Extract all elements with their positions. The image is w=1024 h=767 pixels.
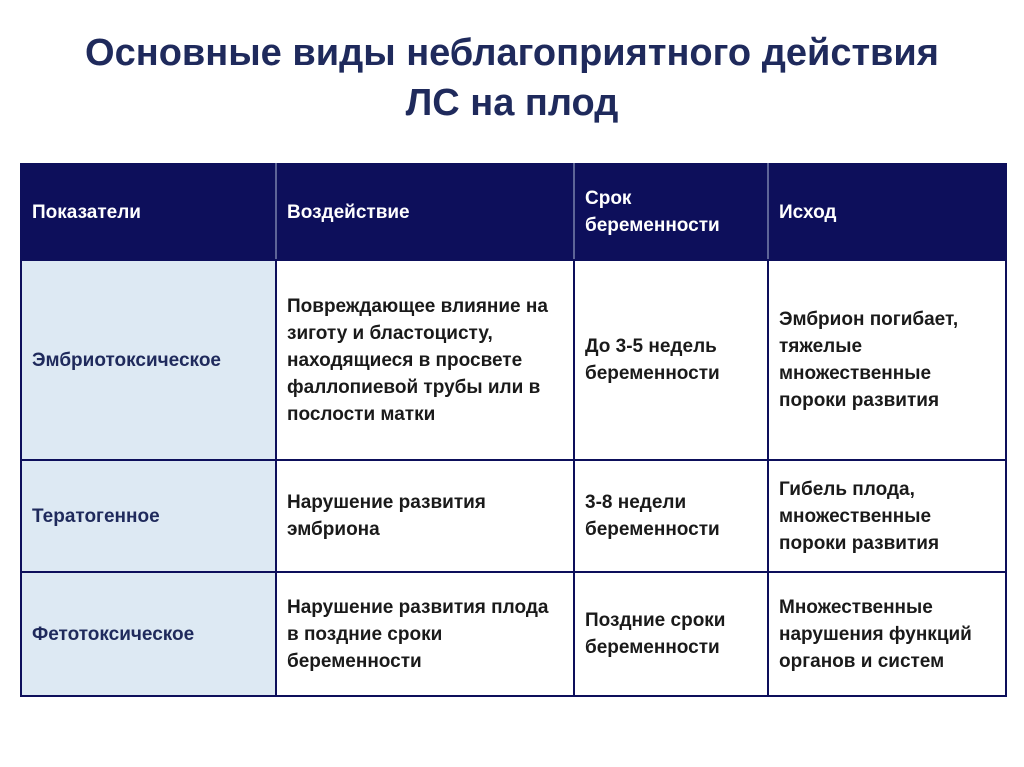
- row-outcome: Гибель плода, множественные пороки развития: [768, 460, 1006, 572]
- page-title-line-1: Основные виды неблагоприятного действия: [85, 32, 939, 74]
- row-term: 3-8 недели беременности: [574, 460, 768, 572]
- table-header-row: [21, 164, 1006, 260]
- table-row: [21, 572, 1006, 696]
- row-term: Поздние сроки беременности: [574, 572, 768, 696]
- page-title-line-2: ЛС на плод: [405, 82, 619, 124]
- row-indicator: Тератогенное: [21, 460, 276, 572]
- row-effect: Повреждающее влияние на зиготу и бластоцисту, находящиеся в просвете фаллопиевой трубы или в послости матки: [276, 260, 574, 460]
- header-effect: Воздействие: [276, 164, 574, 260]
- row-indicator: Эмбриотоксическое: [21, 260, 276, 460]
- header-term: Срок беременности: [574, 164, 768, 260]
- row-term: До 3-5 недель беременности: [574, 260, 768, 460]
- row-effect: Нарушение развития эмбриона: [276, 460, 574, 572]
- row-outcome: Множественные нарушения функций органов и систем: [768, 572, 1006, 696]
- header-indicators: Показатели: [21, 164, 276, 260]
- row-indicator: Фетотоксическое: [21, 572, 276, 696]
- table-row: [21, 260, 1006, 460]
- header-outcome: Исход: [768, 164, 1006, 260]
- table-row: [21, 460, 1006, 572]
- row-outcome: Эмбрион погибает, тяжелые множественные пороки развития: [768, 260, 1006, 460]
- effects-table: [20, 163, 1007, 697]
- page-title: [0, 28, 1024, 128]
- row-effect: Нарушение развития плода в поздние сроки беременности: [276, 572, 574, 696]
